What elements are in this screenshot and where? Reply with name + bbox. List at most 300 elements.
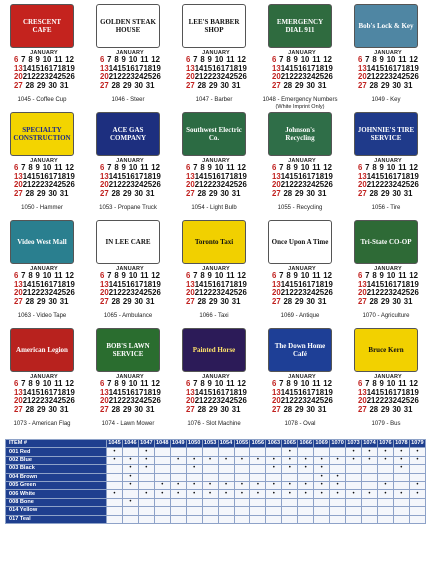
- calendar-day: 21: [108, 72, 118, 82]
- calendar-day: 14: [108, 279, 118, 289]
- calendar-day: 27: [14, 188, 23, 198]
- calendar-day: 26: [66, 288, 75, 298]
- calendar-day: 31: [59, 80, 69, 90]
- availability-empty: [170, 507, 186, 515]
- color-row: [6, 507, 426, 515]
- item-column-header: 1076: [379, 440, 392, 447]
- availability-empty: [266, 498, 282, 506]
- chart-header-row: [6, 440, 426, 448]
- calendar-day: 19: [238, 279, 247, 289]
- availability-empty: [218, 448, 234, 456]
- calendar-day: 26: [66, 72, 75, 82]
- calendar-day: 24: [220, 180, 230, 190]
- calendar-day: 8: [372, 271, 377, 280]
- calendar-day: 15: [117, 63, 127, 73]
- calendar-day: 31: [231, 296, 241, 306]
- calendar-day: 31: [317, 296, 327, 306]
- calendar-day: 13: [358, 279, 367, 289]
- calendar-day: 10: [214, 271, 224, 280]
- calendar-day: 31: [59, 404, 69, 414]
- calendar-day: 30: [220, 296, 229, 306]
- availability-dot: •: [138, 448, 154, 456]
- calendar-day: 22: [117, 396, 127, 406]
- calendar-day: 20: [358, 72, 367, 82]
- calendar-day: 16: [126, 279, 135, 289]
- calendar-week: [358, 298, 418, 307]
- calendar-day: 24: [306, 180, 316, 190]
- imprint-title: CRESCENT CAFE: [22, 18, 62, 34]
- calendar-day: 12: [65, 379, 74, 388]
- availability-empty: [202, 448, 218, 456]
- calendar-week: [186, 82, 246, 91]
- calendar-day: 22: [289, 396, 299, 406]
- calendar-day: 13: [358, 171, 367, 181]
- calendar-day: 8: [372, 379, 377, 388]
- calendar-day: 28: [369, 404, 379, 414]
- calendar-pad: [358, 158, 418, 198]
- calendar-day: 13: [186, 171, 195, 181]
- calendar-day: 30: [392, 80, 401, 90]
- calendar-day: 16: [212, 171, 221, 181]
- calendar-month: JANUARY: [374, 266, 402, 272]
- calendar-day: 29: [208, 296, 218, 306]
- calendar-day: 17: [48, 387, 58, 397]
- availability-empty: [393, 473, 409, 481]
- calendar-day: 31: [403, 188, 413, 198]
- calendar-day: 15: [31, 279, 41, 289]
- calendar-day: 23: [126, 180, 135, 190]
- calendar-day: 6: [272, 379, 277, 388]
- magnet-imprint: [96, 220, 160, 264]
- color-label: 014 Yellow: [6, 507, 107, 515]
- availability-dot: •: [250, 490, 266, 498]
- calendar-day: 30: [306, 80, 315, 90]
- calendar-day: 14: [108, 63, 118, 73]
- calendar-day: 15: [31, 63, 41, 73]
- calendar-day: 10: [128, 55, 138, 64]
- calendar-day: 27: [100, 188, 109, 198]
- item-column-header: 1073: [347, 440, 360, 447]
- magnet-imprint: [10, 220, 74, 264]
- calendar-day: 8: [286, 163, 291, 172]
- product-caption-text: 1079 - Bus: [371, 421, 401, 427]
- calendar-day: 12: [409, 379, 418, 388]
- calendar-day: 30: [134, 80, 143, 90]
- availability-empty: [234, 515, 250, 523]
- calendar-day: 6: [186, 271, 191, 280]
- magnet-imprint: [354, 4, 418, 48]
- item-column-header: 1049: [171, 440, 185, 447]
- availability-empty: [122, 448, 138, 456]
- product-caption-text: 1054 - Light Bulb: [191, 205, 237, 211]
- calendar-month: JANUARY: [202, 374, 230, 380]
- calendar-day: 21: [280, 396, 290, 406]
- availability-dot: •: [186, 465, 202, 473]
- calendar-day: 25: [315, 72, 325, 82]
- calendar-day: 28: [25, 80, 35, 90]
- calendar-day: 21: [280, 288, 290, 298]
- calendar-week: [186, 190, 246, 199]
- calendar-pad: [186, 158, 246, 198]
- magnet-imprint: [96, 328, 160, 372]
- calendar-day: 10: [42, 379, 52, 388]
- magnet-imprint: [268, 4, 332, 48]
- calendar-pad: [186, 50, 246, 90]
- product-caption: [86, 205, 170, 212]
- availability-empty: [362, 481, 378, 489]
- calendar-day: 7: [279, 379, 284, 388]
- calendar-day: 17: [306, 387, 316, 397]
- imprint-title: JOHNNIE'S TIRE SERVICE: [357, 126, 415, 142]
- calendar-day: 8: [200, 271, 205, 280]
- calendar-pad: [358, 266, 418, 306]
- calendar-day: 21: [22, 288, 32, 298]
- availability-empty: [393, 515, 409, 523]
- calendar-day: 10: [214, 379, 224, 388]
- calendar-day: 27: [186, 296, 195, 306]
- calendar-day: 27: [186, 80, 195, 90]
- calendar-day: 28: [25, 296, 35, 306]
- calendar-day: 23: [40, 396, 49, 406]
- calendar-day: 8: [114, 379, 119, 388]
- calendar-day: 10: [386, 271, 396, 280]
- calendar-day: 14: [108, 387, 118, 397]
- product-caption-text: 1073 - American Flag: [13, 421, 71, 427]
- availability-dot: •: [154, 481, 170, 489]
- calendar-day: 22: [31, 72, 41, 82]
- calendar-month: JANUARY: [30, 158, 58, 164]
- calendar-day: 22: [117, 180, 127, 190]
- calendar-day: 11: [54, 379, 63, 388]
- calendar-day: 26: [152, 180, 161, 190]
- calendar-day: 13: [186, 387, 195, 397]
- calendar-day: 31: [317, 80, 327, 90]
- calendar-month: JANUARY: [374, 158, 402, 164]
- availability-dot: •: [218, 456, 234, 464]
- availability-empty: [298, 507, 314, 515]
- calendar-day: 27: [358, 404, 367, 414]
- availability-dot: •: [234, 481, 250, 489]
- availability-dot: •: [266, 465, 282, 473]
- availability-dot: •: [298, 490, 314, 498]
- calendar-day: 30: [392, 296, 401, 306]
- item-column-header: 1065: [283, 440, 296, 447]
- calendar-day: 31: [317, 404, 327, 414]
- calendar-day: 22: [289, 72, 299, 82]
- calendar-day: 19: [66, 387, 75, 397]
- calendar-day: 20: [186, 288, 195, 298]
- calendar-day: 14: [366, 63, 376, 73]
- calendar-magnet-item: [344, 216, 428, 324]
- calendar-day: 31: [403, 80, 413, 90]
- product-caption-text: 1066 - Taxi: [199, 313, 229, 319]
- calendar-day: 17: [306, 279, 316, 289]
- availability-empty: [250, 448, 266, 456]
- calendar-day: 6: [14, 271, 19, 280]
- availability-dot: •: [377, 448, 393, 456]
- availability-empty: [170, 498, 186, 506]
- product-caption-text: 1047 - Barber: [195, 97, 233, 103]
- calendar-day: 19: [324, 171, 333, 181]
- calendar-day: 9: [207, 55, 212, 64]
- calendar-day: 26: [152, 288, 161, 298]
- calendar-day: 15: [289, 63, 299, 73]
- availability-empty: [330, 465, 346, 473]
- calendar-day: 15: [203, 279, 213, 289]
- calendar-day: 29: [208, 404, 218, 414]
- calendar-day: 29: [294, 80, 304, 90]
- calendar-day: 26: [152, 72, 161, 82]
- calendar-day: 16: [126, 171, 135, 181]
- calendar-day: 19: [324, 387, 333, 397]
- calendar-magnet-item: [86, 0, 170, 108]
- availability-empty: [107, 481, 123, 489]
- calendar-day: 26: [410, 288, 419, 298]
- calendar-day: 6: [358, 55, 363, 64]
- calendar-day: 10: [300, 55, 310, 64]
- calendar-day: 8: [114, 271, 119, 280]
- calendar-day: 9: [379, 55, 384, 64]
- calendar-day: 12: [237, 271, 246, 280]
- calendar-day: 8: [28, 271, 33, 280]
- availability-dot: •: [393, 465, 409, 473]
- calendar-magnet-item: [86, 324, 170, 432]
- availability-dot: •: [107, 456, 123, 464]
- availability-empty: [346, 498, 362, 506]
- availability-empty: [202, 507, 218, 515]
- calendar-magnet-item: [258, 324, 342, 432]
- availability-dot: •: [218, 481, 234, 489]
- calendar-day: 9: [293, 379, 298, 388]
- calendar-day: 11: [54, 163, 63, 172]
- calendar-day: 22: [203, 288, 213, 298]
- availability-dot: •: [377, 481, 393, 489]
- calendar-day: 12: [409, 271, 418, 280]
- calendar-day: 28: [369, 188, 379, 198]
- calendar-day: 24: [392, 180, 402, 190]
- calendar-day: 18: [401, 279, 411, 289]
- calendar-day: 14: [280, 171, 290, 181]
- product-caption-text: 1053 - Propane Truck: [99, 205, 157, 211]
- calendar-day: 27: [100, 296, 109, 306]
- product-caption: [0, 421, 84, 428]
- availability-dot: •: [330, 456, 346, 464]
- magnet-imprint: [354, 220, 418, 264]
- availability-empty: [250, 465, 266, 473]
- availability-empty: [330, 498, 346, 506]
- calendar-week: [358, 190, 418, 199]
- calendar-day: 16: [298, 171, 307, 181]
- imprint-title: Once Upon A Time: [271, 238, 329, 246]
- calendar-day: 31: [403, 296, 413, 306]
- calendar-day: 26: [324, 396, 333, 406]
- availability-dot: •: [122, 481, 138, 489]
- item-column-header: 1074: [363, 440, 376, 447]
- availability-empty: [138, 507, 154, 515]
- calendar-magnet-item: [86, 216, 170, 324]
- color-row: [6, 448, 426, 456]
- availability-empty: [346, 481, 362, 489]
- calendar-day: 20: [100, 180, 109, 190]
- calendar-day: 13: [14, 63, 23, 73]
- calendar-day: 26: [238, 72, 247, 82]
- calendar-day: 9: [207, 271, 212, 280]
- magnet-imprint: [96, 112, 160, 156]
- calendar-day: 30: [306, 296, 315, 306]
- calendar-day: 14: [22, 387, 32, 397]
- availability-dot: •: [186, 490, 202, 498]
- availability-dot: •: [122, 465, 138, 473]
- calendar-day: 30: [220, 404, 229, 414]
- calendar-day: 17: [220, 387, 230, 397]
- calendar-day: 12: [65, 55, 74, 64]
- availability-dot: •: [282, 481, 298, 489]
- calendar-pad: [186, 266, 246, 306]
- calendar-day: 11: [140, 271, 149, 280]
- availability-dot: •: [298, 481, 314, 489]
- calendar-day: 13: [14, 387, 23, 397]
- calendar-day: 15: [31, 387, 41, 397]
- availability-empty: [154, 515, 170, 523]
- calendar-month: JANUARY: [374, 50, 402, 56]
- availability-empty: [218, 507, 234, 515]
- calendar-day: 30: [392, 188, 401, 198]
- magnet-imprint: [354, 112, 418, 156]
- calendar-day: 11: [226, 163, 235, 172]
- calendar-day: 19: [238, 387, 247, 397]
- calendar-day: 29: [208, 188, 218, 198]
- calendar-day: 27: [14, 296, 23, 306]
- calendar-day: 25: [229, 288, 239, 298]
- calendar-day: 21: [108, 288, 118, 298]
- availability-dot: •: [266, 481, 282, 489]
- calendar-day: 10: [386, 379, 396, 388]
- product-caption-text: 1069 - Antique: [280, 313, 320, 319]
- calendar-day: 22: [117, 288, 127, 298]
- product-caption-note: (White Imprint Only): [275, 104, 325, 110]
- availability-empty: [266, 507, 282, 515]
- calendar-day: 9: [293, 55, 298, 64]
- calendar-day: 7: [193, 271, 198, 280]
- availability-empty: [377, 473, 393, 481]
- calendar-day: 23: [126, 72, 135, 82]
- calendar-day: 8: [286, 271, 291, 280]
- calendar-day: 12: [323, 379, 332, 388]
- calendar-day: 24: [48, 180, 58, 190]
- availability-empty: [393, 507, 409, 515]
- availability-empty: [330, 515, 346, 523]
- calendar-day: 11: [398, 163, 407, 172]
- calendar-magnet-item: [0, 0, 84, 108]
- calendar-day: 16: [212, 279, 221, 289]
- calendar-day: 18: [229, 387, 239, 397]
- calendar-day: 22: [375, 396, 385, 406]
- calendar-day: 9: [35, 163, 40, 172]
- product-caption: [172, 313, 256, 320]
- magnet-imprint: [10, 328, 74, 372]
- availability-empty: [409, 515, 425, 523]
- calendar-week: [100, 298, 160, 307]
- calendar-day: 11: [312, 55, 321, 64]
- calendar-day: 19: [152, 387, 161, 397]
- calendar-day: 23: [384, 288, 393, 298]
- calendar-day: 20: [100, 288, 109, 298]
- calendar-day: 15: [289, 279, 299, 289]
- product-caption-text: 1050 - Hammer: [21, 205, 63, 211]
- item-column-header: 1045: [108, 440, 121, 447]
- calendar-day: 21: [108, 180, 118, 190]
- item-column-header: 1055: [235, 440, 249, 447]
- availability-empty: [186, 515, 202, 523]
- availability-dot: •: [393, 490, 409, 498]
- magnet-imprint: [182, 328, 246, 372]
- calendar-week: [14, 406, 74, 415]
- calendar-day: 20: [272, 72, 281, 82]
- calendar-day: 9: [35, 271, 40, 280]
- product-caption: [0, 313, 84, 320]
- availability-dot: •: [202, 456, 218, 464]
- calendar-day: 25: [401, 180, 411, 190]
- calendar-month: JANUARY: [374, 374, 402, 380]
- availability-empty: [202, 465, 218, 473]
- availability-dot: •: [107, 448, 123, 456]
- imprint-title: ACE GAS COMPANY: [109, 126, 147, 142]
- imprint-title: Southwest Electric Co.: [186, 126, 242, 142]
- calendar-day: 17: [392, 279, 402, 289]
- calendar-day: 30: [134, 296, 143, 306]
- calendar-day: 26: [410, 72, 419, 82]
- calendar-day: 8: [200, 163, 205, 172]
- availability-empty: [314, 515, 330, 523]
- availability-dot: •: [314, 456, 330, 464]
- calendar-day: 30: [220, 80, 229, 90]
- calendar-month: JANUARY: [116, 266, 144, 272]
- calendar-day: 19: [66, 171, 75, 181]
- availability-empty: [154, 448, 170, 456]
- product-caption: [258, 313, 342, 320]
- calendar-day: 17: [134, 63, 144, 73]
- calendar-day: 22: [203, 180, 213, 190]
- calendar-day: 16: [384, 63, 393, 73]
- imprint-title: Tri-State CO-OP: [360, 238, 412, 246]
- availability-dot: •: [266, 490, 282, 498]
- calendar-day: 21: [280, 72, 290, 82]
- calendar-day: 23: [212, 180, 221, 190]
- calendar-pad: [358, 50, 418, 90]
- calendar-day: 13: [14, 279, 23, 289]
- calendar-day: 10: [386, 163, 396, 172]
- calendar-magnet-item: [258, 216, 342, 324]
- calendar-week: [272, 298, 332, 307]
- calendar-day: 9: [379, 163, 384, 172]
- calendar-day: 19: [410, 63, 419, 73]
- calendar-day: 13: [272, 63, 281, 73]
- calendar-day: 7: [107, 163, 112, 172]
- color-label: 003 Black: [6, 465, 107, 473]
- calendar-day: 30: [48, 80, 57, 90]
- calendar-day: 6: [14, 55, 19, 64]
- magnet-imprint: [182, 220, 246, 264]
- calendar-day: 26: [66, 180, 75, 190]
- calendar-day: 21: [194, 288, 204, 298]
- availability-empty: [107, 515, 123, 523]
- availability-dot: •: [362, 490, 378, 498]
- calendar-day: 25: [143, 72, 153, 82]
- calendar-week: [272, 82, 332, 91]
- calendar-day: 22: [375, 180, 385, 190]
- calendar-day: 24: [392, 288, 402, 298]
- calendar-day: 13: [186, 279, 195, 289]
